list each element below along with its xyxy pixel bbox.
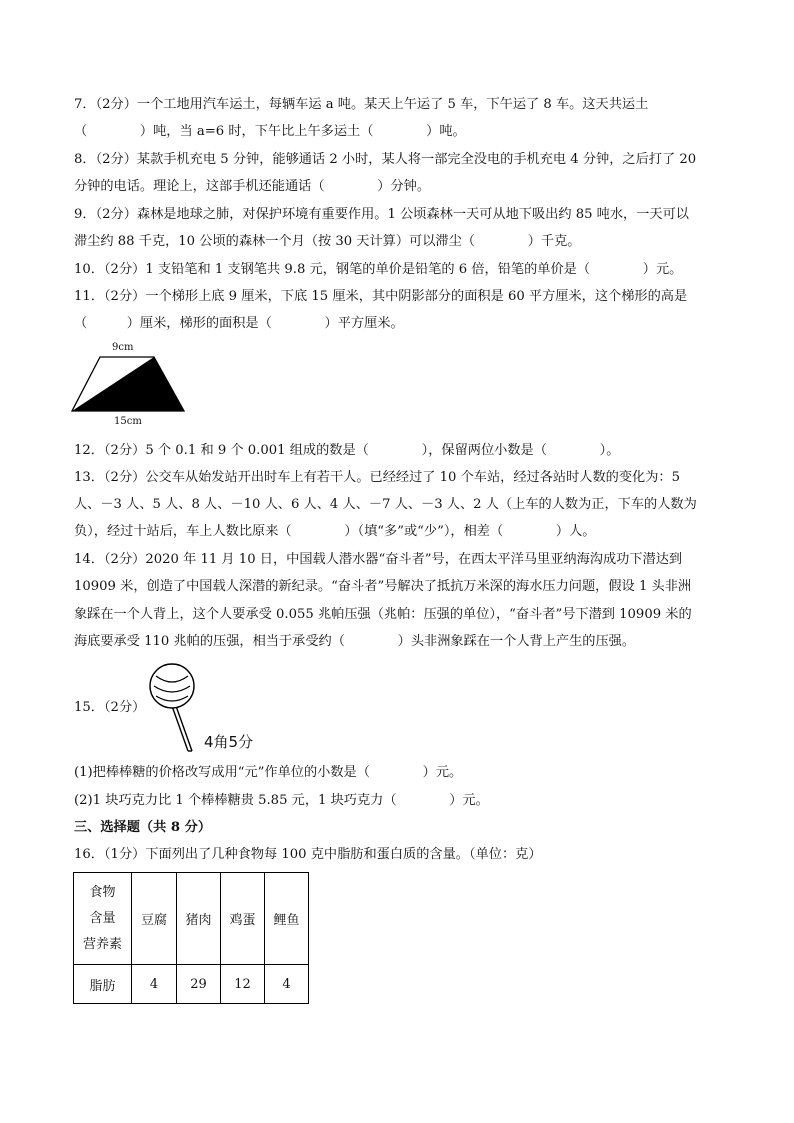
corner-food-label: 食物	[89, 884, 116, 900]
q13-line2: 人、－3 人、5 人、8 人、－10 人、6 人、4 人、－7 人、－3 人、2 人（上车的人数为正，下车的人数为	[74, 497, 697, 512]
trapezoid-figure	[70, 355, 188, 415]
table-cell: 12	[221, 965, 265, 1004]
row-label: 脂肪	[74, 965, 132, 1004]
nutrition-table	[73, 872, 309, 1004]
q9-line2: 滞尘约 88 千克，10 公顷的森林一个月（按 30 天计算）可以滞尘（ ）千克。	[74, 234, 581, 249]
trapezoid-top-label: 9cm	[112, 342, 134, 353]
q8-line2: 分钟的电话。理论上，这部手机还能通话（ ）分钟。	[74, 179, 431, 194]
q13-line1: 13．（2分）公交车从始发站开出时车上有若干人。已经经过了 10 个车站，经过各站时人数的变化为：5	[74, 470, 680, 485]
column-header: 鸡蛋	[221, 873, 265, 965]
corner-nutrient-label: 营养素	[82, 936, 122, 952]
corner-amount-label: 含量	[89, 910, 116, 926]
q16-line1: 16．（1分）下面列出了几种食物每 100 克中脂肪和蛋白质的含量。（单位：克）	[74, 847, 542, 862]
table-header-row	[74, 873, 309, 965]
q8-line1: 8．（2分）某款手机充电 5 分钟，能够通话 2 小时，某人将一部完全没电的手机充电 4 分钟，之后打了 20	[74, 152, 697, 167]
q14-line3: 象踩在一个人背上，这个人要承受 0.055 兆帕压强（兆帕：压强的单位），“奋斗者”号下潜到 10909 米的	[74, 607, 692, 622]
q14-line2: 10909 米，创造了中国载人深潜的新纪录。“奋斗者”号解决了抵抗万米深的海水压力问题，假设 1 头非洲	[74, 579, 692, 594]
table-corner-cell	[74, 873, 132, 965]
q13-line3: 负），经过十站后，车上人数比原来（ ）（填“多”或“少”），相差（ ）人。	[74, 524, 596, 539]
trapezoid-bottom-label: 15cm	[114, 416, 142, 427]
section3-title: 三、选择题（共 8 分）	[74, 820, 212, 835]
q9-line1: 9．（2分）森林是地球之肺，对保护环境有重要作用。1 公顷森林一天可从地下吸出约 85 吨水，一天可以	[74, 207, 689, 222]
lollipop-price: 4角5分	[204, 733, 254, 751]
q10-line1: 10．（2分）1 支铅笔和 1 支钢笔共 9.8 元，钢笔的单价是铅笔的 6 倍，铅笔的单价是（ ）元。	[74, 262, 683, 277]
q7-line1: 7．（2分）一个工地用汽车运土，每辆车运 a 吨。某天上午运了 5 车，下午运了 8 车。这天共运土	[74, 97, 649, 112]
column-header: 猪肉	[177, 873, 221, 965]
q15-sub2: (2)1 块巧克力比 1 个棒棒糖贵 5.85 元，1 块巧克力（ ）元。	[74, 793, 489, 808]
table-row	[74, 965, 309, 1004]
q11-line1: 11．（2分）一个梯形上底 9 厘米，下底 15 厘米，其中阴影部分的面积是 60 平方厘米，这个梯形的高是	[74, 289, 688, 304]
column-header: 豆腐	[132, 873, 177, 965]
q12-line1: 12．（2分）5 个 0.1 和 9 个 0.001 组成的数是（ ），保留两位小数是（ ）。	[74, 443, 620, 458]
q14-line1: 14．（2分）2020 年 11 月 10 日，中国载人潜水器“奋斗者”号，在西太平洋马里亚纳海沟成功下潜达到	[74, 552, 683, 567]
table-cell: 4	[265, 965, 309, 1004]
lollipop-icon	[146, 662, 198, 754]
q15-label: 15．（2分）	[74, 700, 146, 715]
q11-line2: （ ）厘米，梯形的面积是（ ）平方厘米。	[74, 316, 404, 331]
q15-sub1: (1)把棒棒糖的价格改写成用“元”作单位的小数是（ ）元。	[74, 765, 463, 780]
column-header: 鲤鱼	[265, 873, 309, 965]
q7-line2: （ ）吨，当 a=6 时，下午比上午多运土（ ）吨。	[74, 124, 466, 139]
q14-line4: 海底要承受 110 兆帕的压强，相当于承受约（ ）头非洲象踩在一个人背上产生的压强。	[74, 634, 636, 649]
table-cell: 4	[132, 965, 177, 1004]
table-cell: 29	[177, 965, 221, 1004]
